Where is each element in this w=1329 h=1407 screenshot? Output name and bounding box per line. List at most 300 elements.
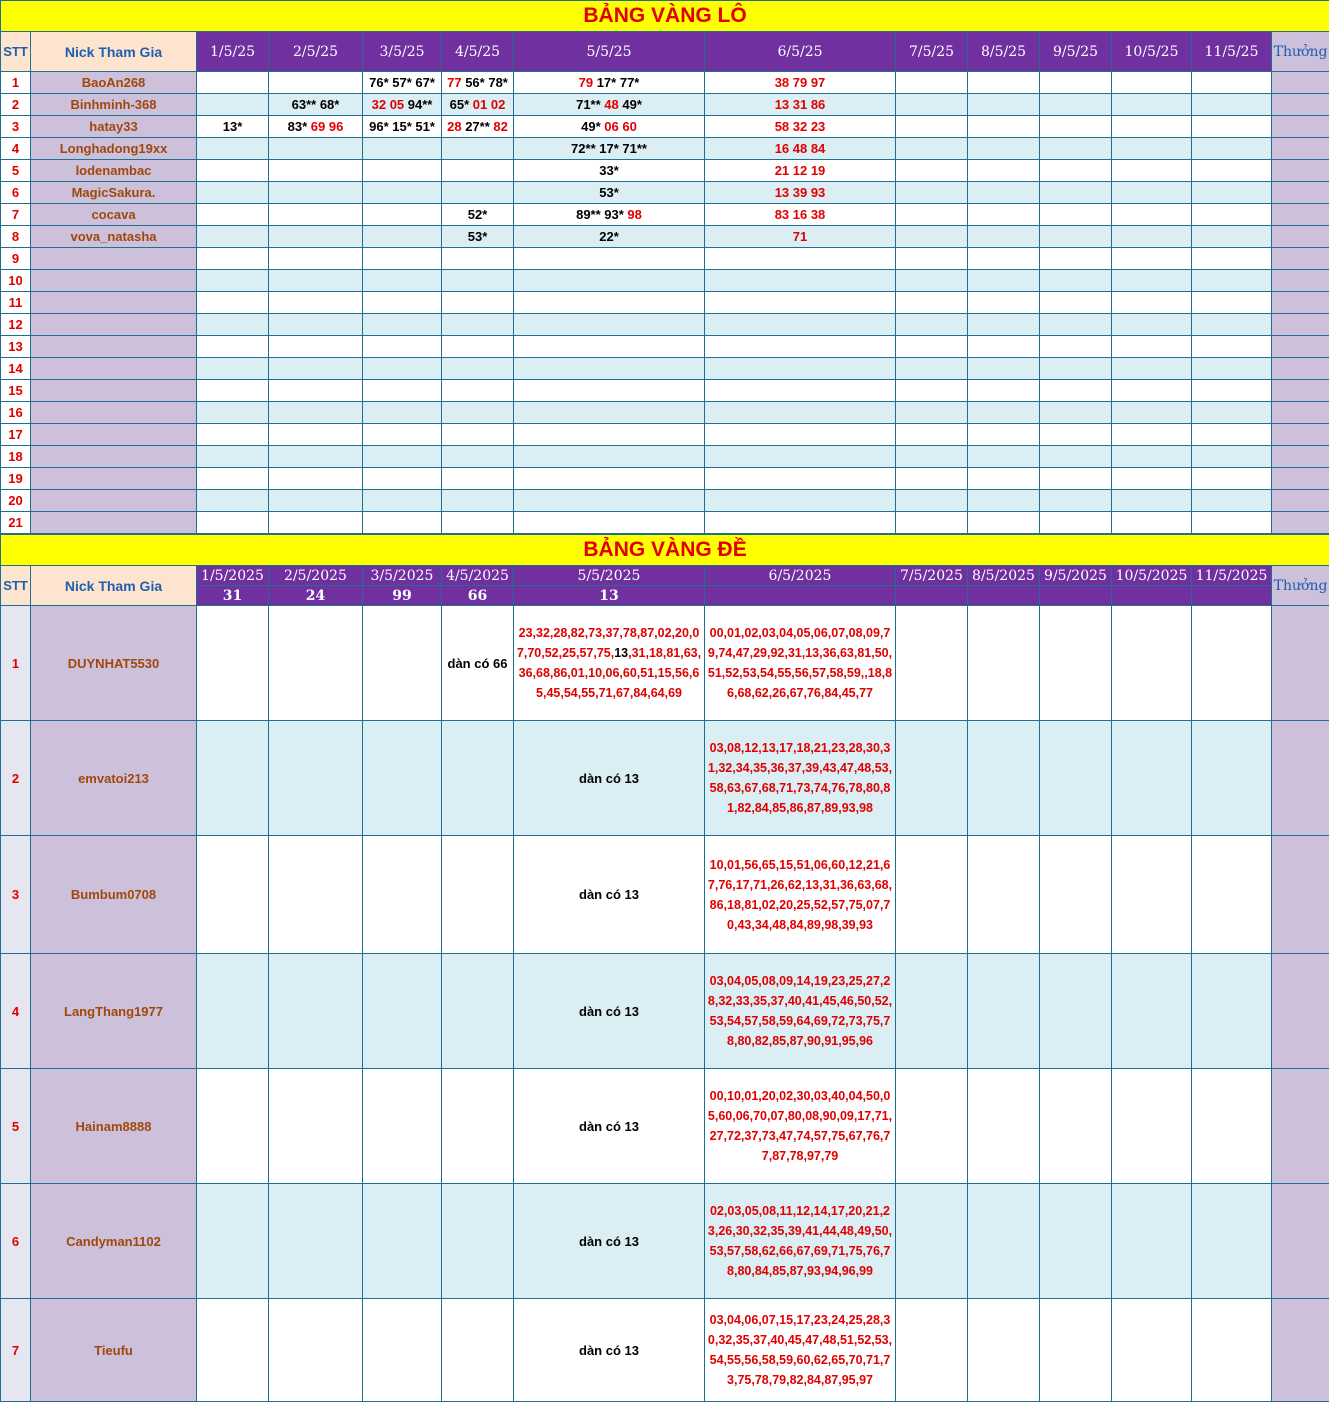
entry-cell[interactable] bbox=[514, 160, 705, 182]
entry-cell[interactable] bbox=[442, 836, 514, 954]
entry-cell[interactable] bbox=[705, 1069, 896, 1184]
entry-cell[interactable] bbox=[896, 358, 968, 380]
entry-cell[interactable] bbox=[705, 380, 896, 402]
entry-cell[interactable] bbox=[514, 446, 705, 468]
entry-cell[interactable] bbox=[968, 424, 1040, 446]
entry-cell[interactable] bbox=[705, 116, 896, 138]
entry-cell[interactable] bbox=[197, 204, 269, 226]
entry-cell[interactable] bbox=[442, 116, 514, 138]
entry-cell[interactable] bbox=[269, 1299, 363, 1402]
date-header[interactable]: 2/5/25 bbox=[269, 32, 363, 72]
entry-cell[interactable] bbox=[705, 402, 896, 424]
entry-cell[interactable] bbox=[1112, 226, 1192, 248]
entry-cell[interactable] bbox=[1192, 721, 1272, 836]
entry-cell[interactable] bbox=[363, 182, 442, 204]
entry-cell[interactable] bbox=[1112, 248, 1192, 270]
entry-cell[interactable] bbox=[1192, 292, 1272, 314]
entry-cell[interactable] bbox=[968, 116, 1040, 138]
entry-cell[interactable] bbox=[269, 512, 363, 534]
entry-cell[interactable] bbox=[896, 606, 968, 721]
entry-cell[interactable] bbox=[968, 358, 1040, 380]
entry-cell[interactable] bbox=[514, 1299, 705, 1402]
entry-cell[interactable] bbox=[1192, 468, 1272, 490]
entry-cell[interactable] bbox=[197, 1299, 269, 1402]
entry-cell[interactable] bbox=[197, 1069, 269, 1184]
entry-cell[interactable] bbox=[1112, 954, 1192, 1069]
entry-cell[interactable] bbox=[197, 270, 269, 292]
entry-cell[interactable] bbox=[705, 336, 896, 358]
entry-cell[interactable] bbox=[514, 204, 705, 226]
entry-cell[interactable] bbox=[514, 380, 705, 402]
entry-cell[interactable] bbox=[363, 336, 442, 358]
entry-cell[interactable] bbox=[442, 402, 514, 424]
date-header[interactable]: 11/5/25 bbox=[1192, 32, 1272, 72]
date-header[interactable]: 10/5/2025 bbox=[1112, 566, 1192, 586]
date-header[interactable]: 4/5/25 bbox=[442, 32, 514, 72]
entry-cell[interactable] bbox=[705, 248, 896, 270]
entry-cell[interactable] bbox=[197, 248, 269, 270]
entry-cell[interactable] bbox=[363, 606, 442, 721]
entry-cell[interactable] bbox=[1192, 358, 1272, 380]
entry-cell[interactable] bbox=[896, 1184, 968, 1299]
entry-cell[interactable] bbox=[442, 270, 514, 292]
entry-cell[interactable] bbox=[968, 94, 1040, 116]
entry-cell[interactable] bbox=[896, 721, 968, 836]
entry-cell[interactable] bbox=[968, 138, 1040, 160]
entry-cell[interactable] bbox=[896, 380, 968, 402]
entry-cell[interactable] bbox=[896, 402, 968, 424]
entry-cell[interactable] bbox=[442, 446, 514, 468]
entry-cell[interactable] bbox=[197, 314, 269, 336]
entry-cell[interactable] bbox=[1112, 116, 1192, 138]
entry-cell[interactable] bbox=[705, 314, 896, 336]
date-header[interactable]: 7/5/2025 bbox=[896, 566, 968, 586]
entry-cell[interactable] bbox=[442, 380, 514, 402]
entry-cell[interactable] bbox=[442, 72, 514, 94]
entry-cell[interactable] bbox=[1040, 721, 1112, 836]
entry-cell[interactable] bbox=[197, 468, 269, 490]
entry-cell[interactable] bbox=[363, 512, 442, 534]
entry-cell[interactable] bbox=[269, 1069, 363, 1184]
entry-cell[interactable] bbox=[968, 292, 1040, 314]
entry-cell[interactable] bbox=[197, 182, 269, 204]
entry-cell[interactable] bbox=[269, 954, 363, 1069]
entry-cell[interactable] bbox=[197, 490, 269, 512]
entry-cell[interactable] bbox=[968, 314, 1040, 336]
entry-cell[interactable] bbox=[1192, 248, 1272, 270]
entry-cell[interactable] bbox=[363, 270, 442, 292]
entry-cell[interactable] bbox=[1040, 490, 1112, 512]
entry-cell[interactable] bbox=[1040, 314, 1112, 336]
date-header[interactable]: 4/5/2025 bbox=[442, 566, 514, 586]
entry-cell[interactable] bbox=[1112, 182, 1192, 204]
entry-cell[interactable] bbox=[705, 270, 896, 292]
entry-cell[interactable] bbox=[514, 836, 705, 954]
entry-cell[interactable] bbox=[1040, 468, 1112, 490]
date-header[interactable]: 11/5/2025 bbox=[1192, 566, 1272, 586]
date-header[interactable]: 5/5/25 bbox=[514, 32, 705, 72]
entry-cell[interactable] bbox=[1040, 512, 1112, 534]
entry-cell[interactable] bbox=[363, 446, 442, 468]
entry-cell[interactable] bbox=[1040, 1299, 1112, 1402]
entry-cell[interactable] bbox=[896, 1299, 968, 1402]
entry-cell[interactable] bbox=[269, 160, 363, 182]
entry-cell[interactable] bbox=[363, 292, 442, 314]
entry-cell[interactable] bbox=[1112, 138, 1192, 160]
entry-cell[interactable] bbox=[968, 446, 1040, 468]
entry-cell[interactable] bbox=[1192, 116, 1272, 138]
entry-cell[interactable] bbox=[1192, 270, 1272, 292]
entry-cell[interactable] bbox=[514, 424, 705, 446]
entry-cell[interactable] bbox=[514, 138, 705, 160]
entry-cell[interactable] bbox=[363, 721, 442, 836]
entry-cell[interactable] bbox=[1192, 204, 1272, 226]
entry-cell[interactable] bbox=[1192, 446, 1272, 468]
entry-cell[interactable] bbox=[514, 402, 705, 424]
entry-cell[interactable] bbox=[269, 226, 363, 248]
entry-cell[interactable] bbox=[514, 336, 705, 358]
entry-cell[interactable] bbox=[968, 1069, 1040, 1184]
entry-cell[interactable] bbox=[363, 314, 442, 336]
entry-cell[interactable] bbox=[197, 94, 269, 116]
entry-cell[interactable] bbox=[197, 380, 269, 402]
entry-cell[interactable] bbox=[514, 248, 705, 270]
entry-cell[interactable] bbox=[705, 606, 896, 721]
date-header[interactable]: 3/5/25 bbox=[363, 32, 442, 72]
entry-cell[interactable] bbox=[896, 116, 968, 138]
entry-cell[interactable] bbox=[269, 314, 363, 336]
entry-cell[interactable] bbox=[705, 182, 896, 204]
entry-cell[interactable] bbox=[705, 94, 896, 116]
entry-cell[interactable] bbox=[896, 160, 968, 182]
entry-cell[interactable] bbox=[968, 204, 1040, 226]
entry-cell[interactable] bbox=[363, 160, 442, 182]
entry-cell[interactable] bbox=[968, 380, 1040, 402]
entry-cell[interactable] bbox=[363, 204, 442, 226]
date-header[interactable]: 9/5/25 bbox=[1040, 32, 1112, 72]
entry-cell[interactable] bbox=[896, 204, 968, 226]
entry-cell[interactable] bbox=[269, 358, 363, 380]
entry-cell[interactable] bbox=[896, 72, 968, 94]
entry-cell[interactable] bbox=[442, 490, 514, 512]
entry-cell[interactable] bbox=[968, 1184, 1040, 1299]
entry-cell[interactable] bbox=[197, 226, 269, 248]
entry-cell[interactable] bbox=[896, 424, 968, 446]
entry-cell[interactable] bbox=[705, 1299, 896, 1402]
entry-cell[interactable] bbox=[514, 954, 705, 1069]
entry-cell[interactable] bbox=[269, 836, 363, 954]
entry-cell[interactable] bbox=[968, 160, 1040, 182]
entry-cell[interactable] bbox=[1192, 94, 1272, 116]
entry-cell[interactable] bbox=[1112, 270, 1192, 292]
entry-cell[interactable] bbox=[442, 358, 514, 380]
entry-cell[interactable] bbox=[1192, 1069, 1272, 1184]
entry-cell[interactable] bbox=[442, 94, 514, 116]
entry-cell[interactable] bbox=[1040, 292, 1112, 314]
entry-cell[interactable] bbox=[514, 1069, 705, 1184]
entry-cell[interactable] bbox=[363, 424, 442, 446]
entry-cell[interactable] bbox=[197, 292, 269, 314]
entry-cell[interactable] bbox=[514, 226, 705, 248]
entry-cell[interactable] bbox=[197, 336, 269, 358]
entry-cell[interactable] bbox=[1040, 72, 1112, 94]
entry-cell[interactable] bbox=[363, 1299, 442, 1402]
entry-cell[interactable] bbox=[1112, 358, 1192, 380]
entry-cell[interactable] bbox=[705, 72, 896, 94]
entry-cell[interactable] bbox=[896, 512, 968, 534]
entry-cell[interactable] bbox=[1112, 292, 1192, 314]
entry-cell[interactable] bbox=[896, 836, 968, 954]
entry-cell[interactable] bbox=[1040, 336, 1112, 358]
entry-cell[interactable] bbox=[363, 402, 442, 424]
entry-cell[interactable] bbox=[896, 182, 968, 204]
entry-cell[interactable] bbox=[1112, 1069, 1192, 1184]
entry-cell[interactable] bbox=[968, 468, 1040, 490]
entry-cell[interactable] bbox=[514, 721, 705, 836]
date-header[interactable]: 8/5/25 bbox=[968, 32, 1040, 72]
entry-cell[interactable] bbox=[968, 490, 1040, 512]
entry-cell[interactable] bbox=[1192, 138, 1272, 160]
entry-cell[interactable] bbox=[968, 606, 1040, 721]
entry-cell[interactable] bbox=[1192, 380, 1272, 402]
entry-cell[interactable] bbox=[197, 836, 269, 954]
entry-cell[interactable] bbox=[968, 1299, 1040, 1402]
entry-cell[interactable] bbox=[1040, 160, 1112, 182]
entry-cell[interactable] bbox=[896, 1069, 968, 1184]
entry-cell[interactable] bbox=[896, 468, 968, 490]
entry-cell[interactable] bbox=[197, 116, 269, 138]
entry-cell[interactable] bbox=[968, 954, 1040, 1069]
entry-cell[interactable] bbox=[1112, 606, 1192, 721]
entry-cell[interactable] bbox=[442, 226, 514, 248]
entry-cell[interactable] bbox=[1112, 490, 1192, 512]
entry-cell[interactable] bbox=[363, 954, 442, 1069]
entry-cell[interactable] bbox=[1112, 1299, 1192, 1402]
entry-cell[interactable] bbox=[363, 1184, 442, 1299]
entry-cell[interactable] bbox=[442, 1069, 514, 1184]
entry-cell[interactable] bbox=[442, 160, 514, 182]
entry-cell[interactable] bbox=[1192, 402, 1272, 424]
entry-cell[interactable] bbox=[1040, 248, 1112, 270]
date-header[interactable]: 6/5/2025 bbox=[705, 566, 896, 586]
entry-cell[interactable] bbox=[1040, 606, 1112, 721]
entry-cell[interactable] bbox=[363, 380, 442, 402]
entry-cell[interactable] bbox=[1192, 226, 1272, 248]
entry-cell[interactable] bbox=[1112, 836, 1192, 954]
entry-cell[interactable] bbox=[1192, 1184, 1272, 1299]
entry-cell[interactable] bbox=[1040, 94, 1112, 116]
entry-cell[interactable] bbox=[1192, 1299, 1272, 1402]
entry-cell[interactable] bbox=[705, 204, 896, 226]
entry-cell[interactable] bbox=[705, 160, 896, 182]
entry-cell[interactable] bbox=[1192, 336, 1272, 358]
entry-cell[interactable] bbox=[363, 226, 442, 248]
entry-cell[interactable] bbox=[269, 116, 363, 138]
entry-cell[interactable] bbox=[1112, 402, 1192, 424]
entry-cell[interactable] bbox=[269, 606, 363, 721]
date-header[interactable]: 1/5/25 bbox=[197, 32, 269, 72]
entry-cell[interactable] bbox=[1040, 204, 1112, 226]
entry-cell[interactable] bbox=[1040, 424, 1112, 446]
entry-cell[interactable] bbox=[1112, 336, 1192, 358]
entry-cell[interactable] bbox=[705, 292, 896, 314]
entry-cell[interactable] bbox=[896, 94, 968, 116]
entry-cell[interactable] bbox=[197, 446, 269, 468]
entry-cell[interactable] bbox=[197, 721, 269, 836]
date-header[interactable]: 9/5/2025 bbox=[1040, 566, 1112, 586]
entry-cell[interactable] bbox=[705, 1184, 896, 1299]
entry-cell[interactable] bbox=[269, 270, 363, 292]
entry-cell[interactable] bbox=[363, 836, 442, 954]
entry-cell[interactable] bbox=[705, 512, 896, 534]
entry-cell[interactable] bbox=[1040, 446, 1112, 468]
entry-cell[interactable] bbox=[896, 292, 968, 314]
entry-cell[interactable] bbox=[269, 402, 363, 424]
entry-cell[interactable] bbox=[896, 490, 968, 512]
entry-cell[interactable] bbox=[705, 468, 896, 490]
entry-cell[interactable] bbox=[269, 182, 363, 204]
entry-cell[interactable] bbox=[968, 248, 1040, 270]
entry-cell[interactable] bbox=[1112, 446, 1192, 468]
entry-cell[interactable] bbox=[363, 468, 442, 490]
entry-cell[interactable] bbox=[1192, 160, 1272, 182]
entry-cell[interactable] bbox=[514, 270, 705, 292]
entry-cell[interactable] bbox=[1112, 424, 1192, 446]
entry-cell[interactable] bbox=[1040, 270, 1112, 292]
entry-cell[interactable] bbox=[442, 1184, 514, 1299]
entry-cell[interactable] bbox=[442, 204, 514, 226]
entry-cell[interactable] bbox=[269, 292, 363, 314]
entry-cell[interactable] bbox=[1040, 402, 1112, 424]
entry-cell[interactable] bbox=[269, 72, 363, 94]
entry-cell[interactable] bbox=[705, 446, 896, 468]
entry-cell[interactable] bbox=[896, 314, 968, 336]
entry-cell[interactable] bbox=[896, 954, 968, 1069]
entry-cell[interactable] bbox=[269, 424, 363, 446]
date-header[interactable]: 2/5/2025 bbox=[269, 566, 363, 586]
entry-cell[interactable] bbox=[1040, 1184, 1112, 1299]
entry-cell[interactable] bbox=[514, 116, 705, 138]
date-header[interactable]: 1/5/2025 bbox=[197, 566, 269, 586]
entry-cell[interactable] bbox=[269, 204, 363, 226]
entry-cell[interactable] bbox=[442, 314, 514, 336]
date-header[interactable]: 5/5/2025 bbox=[514, 566, 705, 586]
entry-cell[interactable] bbox=[363, 1069, 442, 1184]
entry-cell[interactable] bbox=[968, 402, 1040, 424]
entry-cell[interactable] bbox=[269, 468, 363, 490]
entry-cell[interactable] bbox=[269, 336, 363, 358]
entry-cell[interactable] bbox=[442, 248, 514, 270]
entry-cell[interactable] bbox=[1192, 424, 1272, 446]
entry-cell[interactable] bbox=[1112, 468, 1192, 490]
date-header[interactable]: 3/5/2025 bbox=[363, 566, 442, 586]
entry-cell[interactable] bbox=[1192, 72, 1272, 94]
entry-cell[interactable] bbox=[968, 836, 1040, 954]
entry-cell[interactable] bbox=[705, 424, 896, 446]
entry-cell[interactable] bbox=[896, 138, 968, 160]
entry-cell[interactable] bbox=[1112, 204, 1192, 226]
entry-cell[interactable] bbox=[514, 358, 705, 380]
entry-cell[interactable] bbox=[514, 292, 705, 314]
entry-cell[interactable] bbox=[1040, 1069, 1112, 1184]
entry-cell[interactable] bbox=[514, 606, 705, 721]
entry-cell[interactable] bbox=[363, 72, 442, 94]
entry-cell[interactable] bbox=[197, 160, 269, 182]
entry-cell[interactable] bbox=[896, 226, 968, 248]
entry-cell[interactable] bbox=[896, 336, 968, 358]
entry-cell[interactable] bbox=[514, 94, 705, 116]
entry-cell[interactable] bbox=[269, 138, 363, 160]
entry-cell[interactable] bbox=[1040, 226, 1112, 248]
entry-cell[interactable] bbox=[197, 358, 269, 380]
date-header[interactable]: 8/5/2025 bbox=[968, 566, 1040, 586]
entry-cell[interactable] bbox=[705, 226, 896, 248]
entry-cell[interactable] bbox=[1040, 138, 1112, 160]
entry-cell[interactable] bbox=[514, 468, 705, 490]
entry-cell[interactable] bbox=[514, 72, 705, 94]
entry-cell[interactable] bbox=[197, 512, 269, 534]
entry-cell[interactable] bbox=[1192, 606, 1272, 721]
entry-cell[interactable] bbox=[968, 336, 1040, 358]
entry-cell[interactable] bbox=[1112, 721, 1192, 836]
entry-cell[interactable] bbox=[968, 182, 1040, 204]
entry-cell[interactable] bbox=[269, 1184, 363, 1299]
entry-cell[interactable] bbox=[269, 94, 363, 116]
entry-cell[interactable] bbox=[1040, 836, 1112, 954]
entry-cell[interactable] bbox=[968, 270, 1040, 292]
entry-cell[interactable] bbox=[442, 424, 514, 446]
entry-cell[interactable] bbox=[1040, 116, 1112, 138]
entry-cell[interactable] bbox=[197, 606, 269, 721]
entry-cell[interactable] bbox=[1112, 94, 1192, 116]
entry-cell[interactable] bbox=[197, 402, 269, 424]
entry-cell[interactable] bbox=[968, 721, 1040, 836]
entry-cell[interactable] bbox=[1112, 160, 1192, 182]
entry-cell[interactable] bbox=[1040, 954, 1112, 1069]
entry-cell[interactable] bbox=[197, 954, 269, 1069]
entry-cell[interactable] bbox=[1112, 314, 1192, 336]
entry-cell[interactable] bbox=[442, 606, 514, 721]
entry-cell[interactable] bbox=[197, 1184, 269, 1299]
entry-cell[interactable] bbox=[442, 138, 514, 160]
entry-cell[interactable] bbox=[442, 1299, 514, 1402]
entry-cell[interactable] bbox=[197, 424, 269, 446]
entry-cell[interactable] bbox=[269, 446, 363, 468]
entry-cell[interactable] bbox=[1112, 1184, 1192, 1299]
date-header[interactable]: 7/5/25 bbox=[896, 32, 968, 72]
entry-cell[interactable] bbox=[197, 72, 269, 94]
entry-cell[interactable] bbox=[442, 468, 514, 490]
entry-cell[interactable] bbox=[363, 490, 442, 512]
entry-cell[interactable] bbox=[363, 358, 442, 380]
entry-cell[interactable] bbox=[269, 490, 363, 512]
entry-cell[interactable] bbox=[1040, 358, 1112, 380]
entry-cell[interactable] bbox=[1040, 182, 1112, 204]
entry-cell[interactable] bbox=[705, 721, 896, 836]
entry-cell[interactable] bbox=[1192, 490, 1272, 512]
entry-cell[interactable] bbox=[269, 721, 363, 836]
entry-cell[interactable] bbox=[705, 954, 896, 1069]
entry-cell[interactable] bbox=[514, 1184, 705, 1299]
entry-cell[interactable] bbox=[705, 490, 896, 512]
entry-cell[interactable] bbox=[1192, 836, 1272, 954]
entry-cell[interactable] bbox=[363, 94, 442, 116]
entry-cell[interactable] bbox=[442, 336, 514, 358]
entry-cell[interactable] bbox=[1192, 314, 1272, 336]
entry-cell[interactable] bbox=[968, 72, 1040, 94]
entry-cell[interactable] bbox=[1112, 512, 1192, 534]
entry-cell[interactable] bbox=[968, 512, 1040, 534]
